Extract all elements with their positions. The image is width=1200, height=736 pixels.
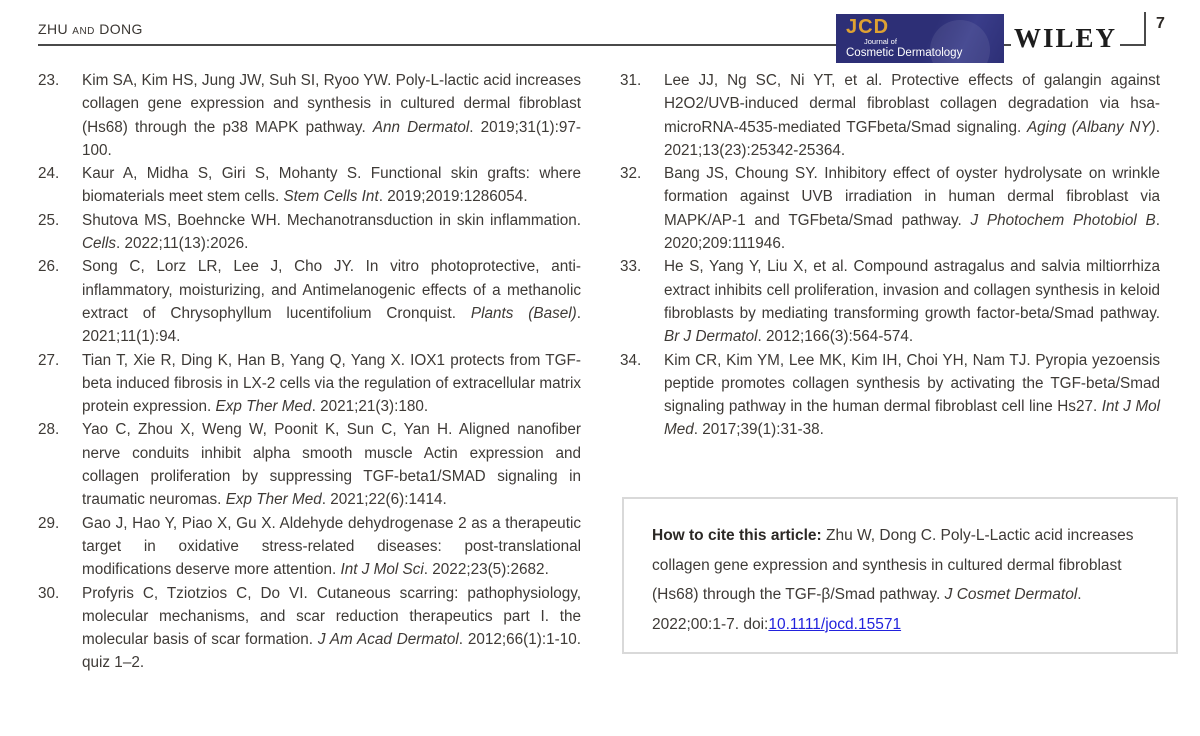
reference-pre: Lee JJ, Ng SC, Ni YT, et al. Protective effects of galangin against H2O2/UVB-induced dermal fibroblast collagen degradation via hsa-microRNA-4535-mediated TGFbeta/Smad signaling.: [664, 72, 1160, 136]
reference-text: [82, 582, 581, 675]
jcd-logo-journal-name: Cosmetic Dermatology: [846, 47, 963, 60]
reference-text: [82, 209, 581, 256]
references-left-column: [38, 69, 581, 675]
reference-number: 32.: [620, 165, 642, 183]
references-right-column: [620, 69, 1160, 442]
reference-pre: Kim CR, Kim YM, Lee MK, Kim IH, Choi YH, Nam TJ. Pyropia yezoensis peptide promotes collagen synthesis by activating the TGF-beta/Smad signaling pathway in the human dermal fibroblast cell line Hs27.: [664, 351, 1160, 416]
reference-post: . 2019;2019:1286054.: [378, 188, 528, 206]
reference-post: . 2017;39(1):31-38.: [693, 421, 824, 439]
reference-number: 29.: [38, 514, 60, 532]
reference-post: . 2021;11(1):94.: [82, 304, 581, 346]
reference-journal: Stem Cells Int: [283, 188, 379, 206]
reference-journal: Br J Dermatol: [664, 328, 758, 346]
reference-item: [38, 512, 581, 582]
reference-number: 34.: [620, 351, 642, 369]
page-number-divider: [1144, 12, 1146, 46]
citation-box: [622, 497, 1178, 654]
reference-journal: Int J Mol Med: [664, 398, 1160, 439]
reference-number: 31.: [620, 72, 642, 89]
reference-item: [620, 255, 1160, 348]
reference-pre: Gao J, Hao Y, Piao X, Gu X. Aldehyde dehydrogenase 2 as a therapeutic target in oxidative stress-related diseases: post-translational modifications deserve more attention.: [82, 514, 581, 579]
reference-text: [82, 255, 581, 348]
reference-number: 23.: [38, 72, 60, 89]
reference-text: [82, 349, 581, 419]
reference-number: 27.: [38, 351, 60, 369]
reference-journal: J Photochem Photobiol B: [970, 211, 1156, 229]
citation-box-suffix: . 2022;00:1-7. doi:: [652, 586, 1082, 633]
running-head-conjunction: AND: [72, 26, 95, 37]
reference-text: [664, 255, 1160, 348]
reference-post: . 2012;66(1):1-10. quiz 1–2.: [82, 631, 581, 672]
running-head: [38, 21, 143, 37]
reference-journal: Int J Mol Sci: [340, 561, 424, 579]
reference-text: [664, 69, 1160, 162]
reference-item: [38, 349, 581, 419]
reference-pre: Bang JS, Choung SY. Inhibitory effect of oyster hydrolysate on wrinkle formation against UVB irradiation in human dermal fibroblast via MAPK/AP-1 and TGFbeta/Smad pathway.: [664, 165, 1160, 229]
reference-item: [620, 349, 1160, 442]
reference-text: [82, 418, 581, 511]
reference-post: . 2020;209:111946.: [664, 211, 1160, 253]
reference-post: . 2022;23(5):2682.: [423, 561, 549, 579]
reference-pre: Kaur A, Midha S, Giri S, Mohanty S. Functional skin grafts: where biomaterials meet stem cells.: [82, 165, 581, 206]
reference-number: 24.: [38, 165, 60, 183]
reference-journal: J Am Acad Dermatol: [317, 631, 459, 649]
reference-post: . 2019;31(1):97-100.: [82, 118, 581, 159]
reference-pre: Song C, Lorz LR, Lee J, Cho JY. In vitro photoprotective, anti-inflammatory, moisturizing, and Antimelanogenic effects of a methanolic extract of Chrysophyllum lucentifolium Cronquist.: [82, 258, 581, 322]
running-head-author2: DONG: [99, 21, 143, 37]
reference-post: . 2021;21(3):180.: [311, 398, 429, 416]
reference-journal: Cells: [82, 235, 116, 253]
citation-box-label: How to cite this article:: [652, 527, 822, 544]
reference-text: [82, 69, 581, 162]
reference-text: [82, 512, 581, 582]
jcd-logo-abbr: JCD: [846, 16, 890, 38]
doi-link[interactable]: 10.1111/jocd.15571: [768, 615, 902, 633]
reference-number: 25.: [38, 211, 60, 229]
reference-number: 26.: [38, 258, 60, 276]
reference-post: . 2012;166(3):564-574.: [757, 328, 914, 346]
running-head-author1: ZHU: [38, 21, 68, 37]
reference-pre: Yao C, Zhou X, Weng W, Poonit K, Sun C, Yan H. Aligned nanofiber nerve conduits inhibit alpha smooth muscle Actin expression and collagen proliferation by suppressing TGF-beta1/SMAD signaling in traumatic neuromas.: [82, 421, 581, 509]
reference-number: 28.: [38, 421, 60, 439]
reference-pre: Shutova MS, Boehncke WH. Mechanotransduction in skin inflammation.: [82, 211, 581, 229]
page-number: 7: [1156, 15, 1165, 32]
reference-post: . 2021;13(23):25342-25364.: [664, 118, 1160, 159]
reference-item: [38, 69, 581, 162]
reference-text: [82, 162, 581, 209]
wiley-logo: WILEY: [1011, 25, 1120, 52]
reference-text: [664, 162, 1160, 255]
reference-item: [620, 69, 1160, 162]
jcd-logo-subtitle: Journal of: [864, 37, 897, 46]
reference-journal: Exp Ther Med: [225, 491, 322, 509]
reference-journal: Aging (Albany NY): [1026, 118, 1156, 136]
reference-item: [38, 162, 581, 209]
reference-pre: Tian T, Xie R, Ding K, Han B, Yang Q, Yang X. IOX1 protects from TGF-beta induced fibrosis in LX-2 cells via the regulation of extracellular matrix protein expression.: [82, 351, 581, 416]
reference-item: [620, 162, 1160, 255]
reference-journal: Plants (Basel): [470, 304, 577, 322]
reference-number: 30.: [38, 584, 60, 602]
reference-item: [38, 582, 581, 675]
reference-number: 33.: [620, 258, 642, 276]
reference-pre: He S, Yang Y, Liu X, et al. Compound astragalus and salvia miltiorrhiza extract inhibits cell proliferation, invasion and collagen synthesis in keloid fibroblasts by mediating transforming growth factor-beta/Smad pathway.: [664, 258, 1160, 322]
reference-journal: Exp Ther Med: [215, 398, 312, 416]
citation-box-text: Zhu W, Dong C. Poly-L-Lactic acid increases collagen gene expression and synthesis in cultured dermal fibroblast (Hs68) through the TGF-β/Smad pathway.: [652, 527, 1134, 603]
citation-box-journal: J Cosmet Dermatol: [944, 586, 1078, 603]
reference-item: [38, 418, 581, 511]
reference-pre: Kim SA, Kim HS, Jung JW, Suh SI, Ryoo YW. Poly-L-lactic acid increases collagen gene expression and synthesis in cultured dermal fibroblast (Hs68) through the p38 MAPK pathway.: [82, 72, 581, 136]
reference-pre: Profyris C, Tziotzios C, Do VI. Cutaneous scarring: pathophysiology, molecular mechanisms, and scar reduction therapeutics part I. the molecular basis of scar formation.: [82, 584, 581, 649]
reference-item: [38, 255, 581, 348]
reference-journal: Ann Dermatol: [372, 118, 470, 136]
reference-item: [38, 209, 581, 256]
reference-text: [664, 349, 1160, 442]
reference-post: . 2021;22(6):1414.: [321, 491, 447, 509]
reference-post: . 2022;11(13):2026.: [116, 235, 249, 253]
jcd-journal-logo: [836, 14, 1004, 63]
